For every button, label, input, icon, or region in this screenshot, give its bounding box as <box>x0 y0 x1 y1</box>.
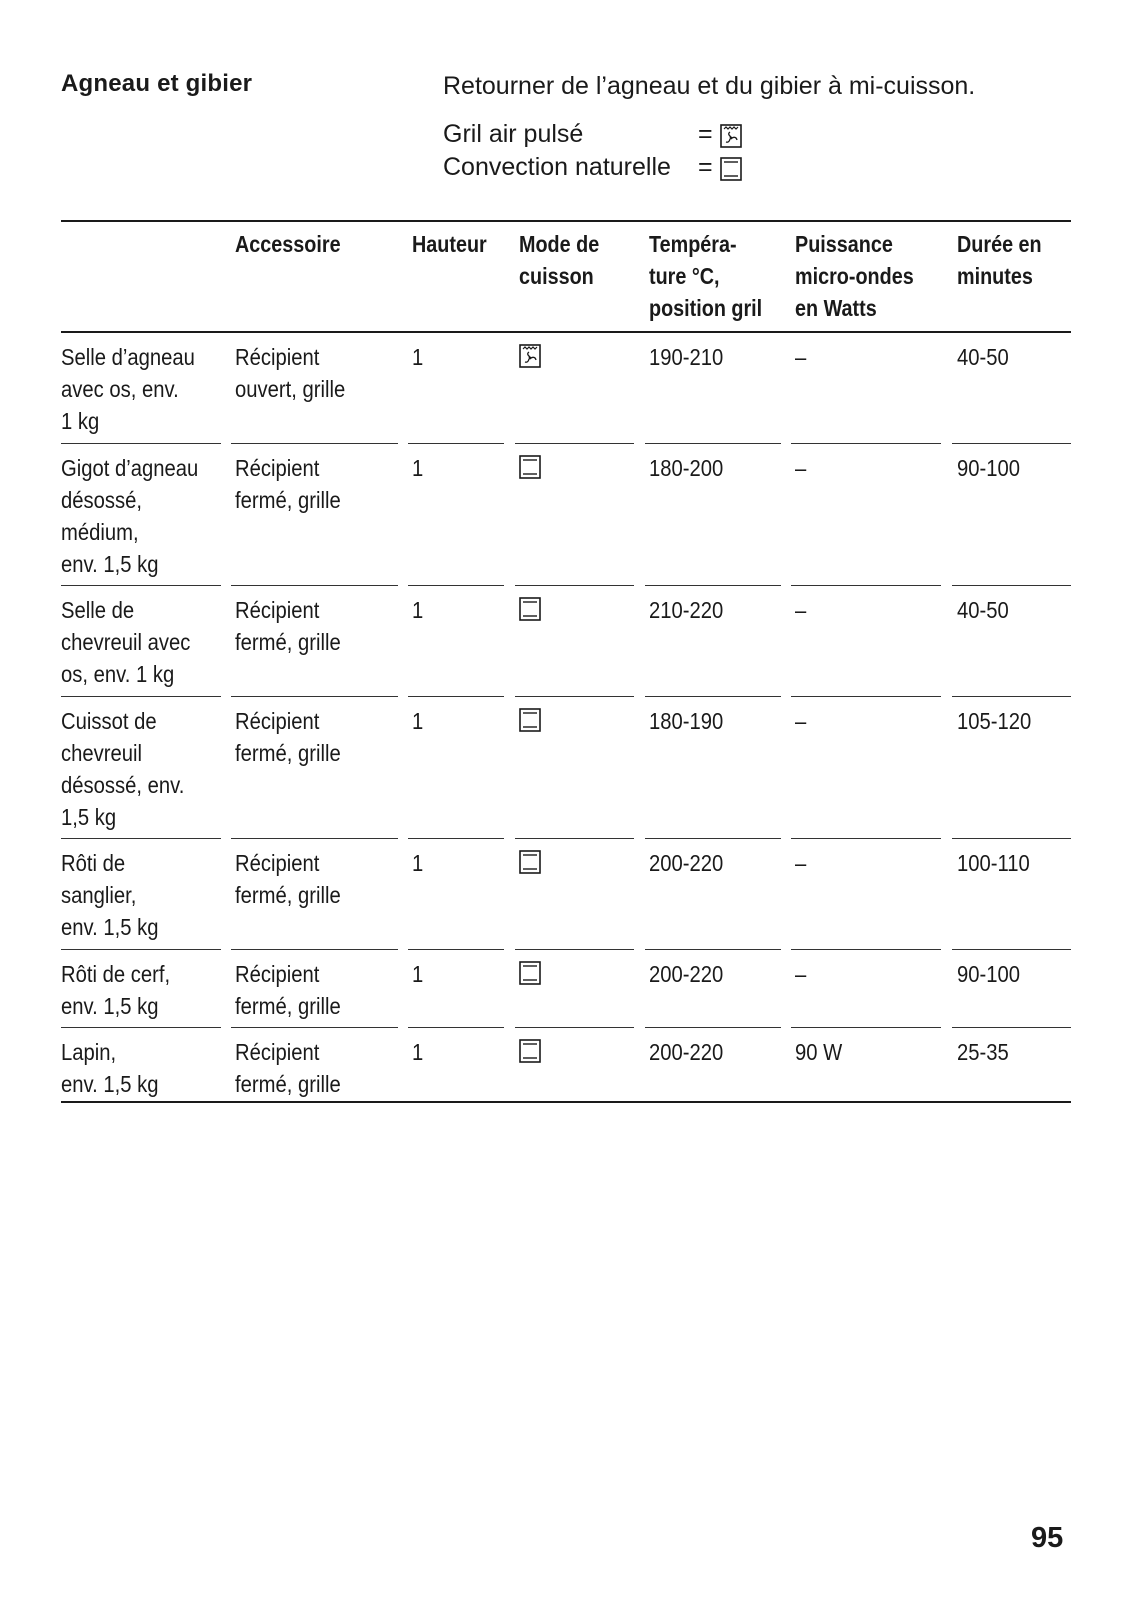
header-temperature-line: Tempéra- <box>649 231 737 257</box>
header-temperature-line: position gril <box>649 295 763 321</box>
table-row <box>61 1028 1071 1103</box>
table-row <box>61 444 1071 586</box>
accessory-line: Récipient <box>235 597 320 623</box>
dish-name-line: chevreuil <box>61 740 143 766</box>
temperature: 200-220 <box>649 961 724 987</box>
table-bottom-rule <box>61 1101 1071 1103</box>
top-bottom-heat-icon <box>519 597 541 621</box>
header-temperature-line: ture °C, <box>649 263 720 289</box>
header-mode <box>519 228 599 292</box>
dish-name-line: env. 1,5 kg <box>61 993 159 1019</box>
shelf-height: 1 <box>412 850 424 876</box>
accessory-line: Récipient <box>235 961 320 987</box>
header-accessoire: Accessoire <box>235 231 341 257</box>
page-number: 95 <box>1031 1522 1064 1554</box>
dish-name-line: 1 kg <box>61 408 100 434</box>
top-bottom-heat-icon <box>519 1039 541 1063</box>
dish-name-line: médium, <box>61 519 139 545</box>
accessory <box>235 452 341 516</box>
accessory-line: Récipient <box>235 708 320 734</box>
table-row <box>61 586 1071 697</box>
grill-fan-icon <box>720 124 742 148</box>
microwave-power: – <box>795 708 807 734</box>
accessory-line: Récipient <box>235 344 320 370</box>
accessory <box>235 341 345 405</box>
accessory-line: fermé, grille <box>235 629 341 655</box>
dish-name-line: Gigot d’agneau <box>61 455 199 481</box>
shelf-height: 1 <box>412 708 424 734</box>
dish-name-line: os, env. 1 kg <box>61 661 175 687</box>
accessory-line: fermé, grille <box>235 882 341 908</box>
header-puissance-line: Puissance <box>795 231 893 257</box>
legend-label: Gril air pulsé <box>443 120 584 148</box>
top-bottom-heat-icon <box>519 455 541 479</box>
microwave-power: – <box>795 455 807 481</box>
accessory-line: Récipient <box>235 455 320 481</box>
top-bottom-heat-icon <box>519 850 541 874</box>
accessory-line: Récipient <box>235 1039 320 1065</box>
accessory-line: fermé, grille <box>235 740 341 766</box>
intro-text: Retourner de l’agneau et du gibier à mi-cuisson. <box>443 72 976 100</box>
grill-fan-icon <box>519 344 541 368</box>
dish-name-line: Cuissot de <box>61 708 157 734</box>
legend-equals: = <box>698 120 713 148</box>
duration: 105-120 <box>957 708 1032 734</box>
top-bottom-heat-icon <box>519 961 541 985</box>
header-temperature <box>649 228 762 324</box>
dish-name <box>61 594 190 690</box>
table-row <box>61 839 1071 950</box>
dish-name <box>61 1036 159 1100</box>
dish-name <box>61 958 170 1022</box>
header-puissance-line: en Watts <box>795 295 877 321</box>
accessory <box>235 958 341 1022</box>
duration: 40-50 <box>957 344 1009 370</box>
dish-name <box>61 341 195 437</box>
table-row <box>61 697 1071 839</box>
shelf-height: 1 <box>412 344 424 370</box>
table-row <box>61 950 1071 1028</box>
section-title: Agneau et gibier <box>61 70 253 97</box>
microwave-power: – <box>795 961 807 987</box>
header-duree-line: Durée en <box>957 231 1042 257</box>
header-duree <box>957 228 1042 292</box>
duration: 100-110 <box>957 850 1030 876</box>
dish-name-line: 1,5 kg <box>61 804 117 830</box>
duration: 40-50 <box>957 597 1009 623</box>
dish-name-line: chevreuil avec <box>61 629 191 655</box>
header-hauteur: Hauteur <box>412 231 487 257</box>
legend-label: Convection naturelle <box>443 153 671 181</box>
accessory <box>235 1036 341 1100</box>
temperature: 210-220 <box>649 597 724 623</box>
microwave-power: 90 W <box>795 1039 843 1065</box>
accessory-line: ouvert, grille <box>235 376 346 402</box>
shelf-height: 1 <box>412 597 424 623</box>
accessory-line: fermé, grille <box>235 1071 341 1097</box>
header-mode-line: Mode de <box>519 231 600 257</box>
dish-name-line: Selle de <box>61 597 135 623</box>
dish-name-line: désossé, <box>61 487 143 513</box>
accessory-line: fermé, grille <box>235 487 341 513</box>
dish-name-line: env. 1,5 kg <box>61 914 159 940</box>
dish-name-line: désossé, env. <box>61 772 185 798</box>
temperature: 180-200 <box>649 455 724 481</box>
temperature: 190-210 <box>649 344 724 370</box>
microwave-power: – <box>795 597 807 623</box>
shelf-height: 1 <box>412 961 424 987</box>
accessory <box>235 705 341 769</box>
dish-name-line: Selle d’agneau <box>61 344 195 370</box>
dish-name-line: Rôti de <box>61 850 126 876</box>
temperature: 180-190 <box>649 708 724 734</box>
dish-name-line: Rôti de cerf, <box>61 961 171 987</box>
dish-name-line: env. 1,5 kg <box>61 551 159 577</box>
dish-name-line: Lapin, <box>61 1039 117 1065</box>
top-bottom-heat-icon <box>720 157 742 181</box>
accessory <box>235 847 341 911</box>
dish-name-line: sanglier, <box>61 882 137 908</box>
dish-name <box>61 705 184 833</box>
dish-name <box>61 452 198 580</box>
table-row <box>61 333 1071 444</box>
dish-name-line: avec os, env. <box>61 376 179 402</box>
header-puissance <box>795 228 914 324</box>
shelf-height: 1 <box>412 1039 424 1065</box>
header-mode-line: cuisson <box>519 263 594 289</box>
dish-name <box>61 847 159 943</box>
duration: 25-35 <box>957 1039 1009 1065</box>
microwave-power: – <box>795 344 807 370</box>
accessory-line: Récipient <box>235 850 320 876</box>
dish-name-line: env. 1,5 kg <box>61 1071 159 1097</box>
header-duree-line: minutes <box>957 263 1033 289</box>
table-header <box>61 220 1071 333</box>
accessory <box>235 594 341 658</box>
legend-equals: = <box>698 153 713 181</box>
temperature: 200-220 <box>649 1039 724 1065</box>
accessory-line: fermé, grille <box>235 993 341 1019</box>
microwave-power: – <box>795 850 807 876</box>
duration: 90-100 <box>957 455 1021 481</box>
top-bottom-heat-icon <box>519 708 541 732</box>
duration: 90-100 <box>957 961 1021 987</box>
temperature: 200-220 <box>649 850 724 876</box>
header-puissance-line: micro-ondes <box>795 263 914 289</box>
shelf-height: 1 <box>412 455 424 481</box>
